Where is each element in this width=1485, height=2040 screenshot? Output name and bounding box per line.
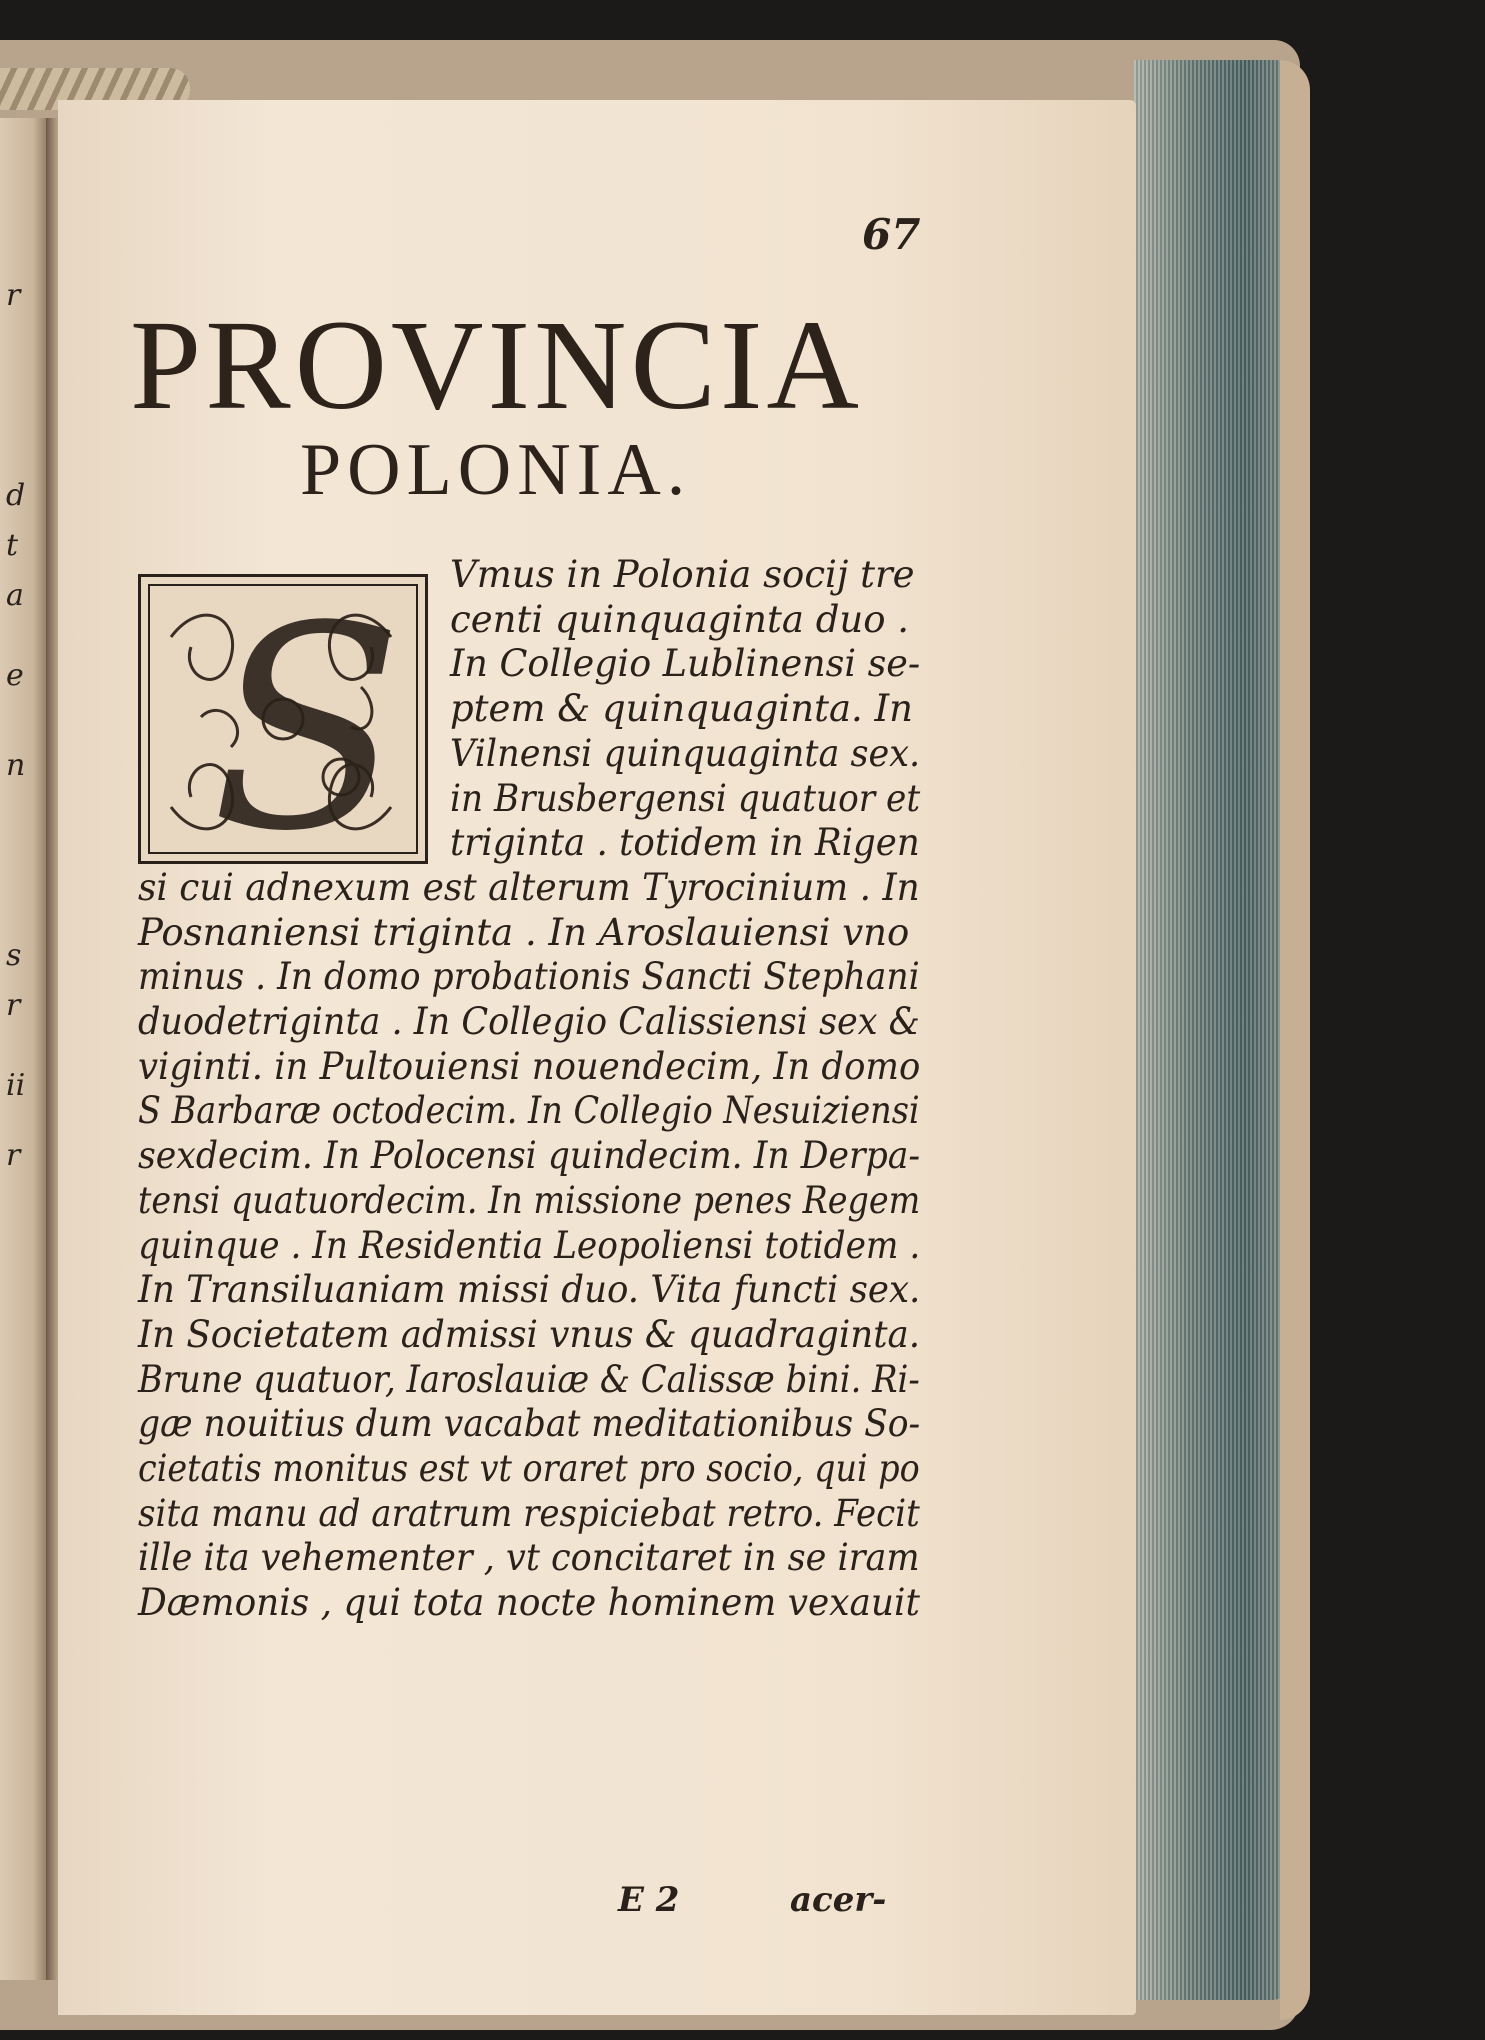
text-line: S Barbaræ octodecim. In Collegio Nesuiziensi	[138, 1089, 920, 1133]
text-line: sita manu ad aratrum respiciebat retro. Fecit	[138, 1491, 920, 1535]
margin-fragment: d	[6, 478, 26, 513]
text-line: Vilnensi quinquaginta sex.	[450, 731, 921, 775]
margin-fragment: s	[6, 938, 22, 973]
text-line: triginta . totidem in Rigen	[450, 821, 920, 865]
text-line: tensi quatuordecim. In missione penes Regem	[138, 1178, 921, 1222]
text-line: duodetriginta . In Collegio Calissiensi sex &	[138, 1000, 920, 1043]
margin-fragment: n	[6, 748, 26, 783]
left-page-margin-text	[4, 118, 44, 1980]
text-line: Vmus in Polonia socij tre	[450, 553, 915, 596]
text-line: viginti. in Pultouiensi nouendecim, In domo	[138, 1044, 921, 1088]
margin-fragment: r	[6, 988, 21, 1023]
page-edges	[1134, 60, 1294, 2000]
text-line: si cui adnexum est alterum Tyrocinium . In	[138, 865, 920, 909]
margin-fragment: ii	[6, 1068, 26, 1103]
text-line: minus . In domo probationis Sancti Stephani	[138, 955, 920, 999]
book-cover-edge	[1280, 60, 1310, 2020]
page-subtitle: POLONIA.	[300, 429, 692, 511]
text-line: In Collegio Lublinensi se-	[450, 642, 921, 686]
page-title: PROVINCIA	[130, 294, 863, 436]
text-line: cietatis monitus est vt oraret pro socio, qui po	[138, 1447, 920, 1490]
text-line: ptem & quinquaginta. In	[450, 687, 913, 731]
margin-fragment: a	[6, 578, 24, 613]
margin-fragment: t	[6, 528, 19, 563]
text-line: Posnaniensi triginta . In Aroslauiensi vno	[138, 910, 910, 954]
margin-fragment: e	[6, 658, 24, 693]
text-line: sexdecim. In Polocensi quindecim. In Derpa-	[138, 1134, 921, 1178]
text-line: Brune quatuor, Iaroslauiæ & Calissæ bini. Ri-	[138, 1357, 920, 1401]
page-number: 67	[862, 210, 921, 259]
margin-fragment: r	[6, 1138, 21, 1173]
decorated-initial	[138, 567, 428, 893]
left-page-edge	[0, 118, 48, 1980]
text-line: centi quinquaginta duo .	[450, 597, 910, 641]
text-line: Dæmonis , qui tota nocte hominem vexauit	[138, 1581, 920, 1625]
initial-letter: S	[211, 567, 403, 893]
signature-mark: E 2	[618, 1880, 680, 1920]
text-line: quinque . In Residentia Leopoliensi totidem .	[138, 1223, 921, 1267]
text-line: in Brusbergensi quatuor et	[450, 776, 921, 820]
text-line: ille ita vehementer , vt concitaret in se iram	[138, 1536, 920, 1580]
text-line: gæ nouitius dum vacabat meditationibus So-	[138, 1402, 921, 1446]
margin-fragment: r	[6, 278, 21, 313]
catchword: acer-	[790, 1880, 887, 1920]
text-line: In Transiluaniam missi duo. Vita functi sex.	[138, 1268, 921, 1312]
text-line: In Societatem admissi vnus & quadraginta.	[138, 1312, 921, 1356]
